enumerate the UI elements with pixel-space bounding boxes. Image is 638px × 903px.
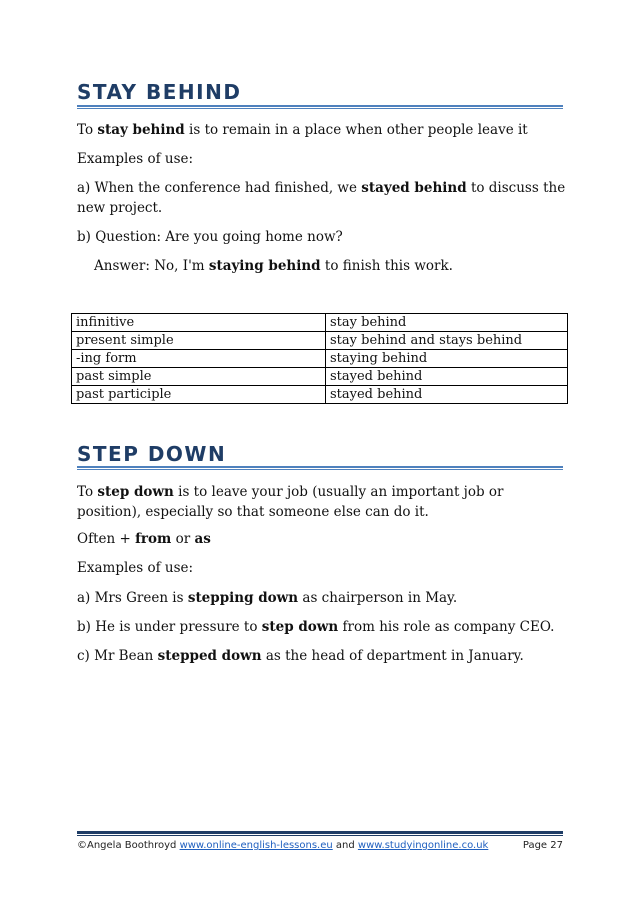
example-a: a) Mrs Green is stepping down as chairperson in May. xyxy=(77,590,458,606)
heading-rule xyxy=(77,105,563,109)
example-b: b) He is under pressure to step down from his role as company CEO. xyxy=(77,619,555,635)
section-heading-step-down: STEP DOWN xyxy=(77,442,227,466)
example-a: a) When the conference had finished, we stayed behind to discuss the new project. xyxy=(77,180,566,216)
table-cell: infinitive xyxy=(72,314,326,332)
often-note: Often + from or as xyxy=(77,531,211,547)
table-row xyxy=(72,350,568,368)
table-row xyxy=(72,332,568,350)
definition-stay-behind: To stay behind is to remain in a place when other people leave it xyxy=(77,122,528,138)
table-row xyxy=(72,314,568,332)
table-cell: past simple xyxy=(72,368,326,386)
example-b-question: b) Question: Are you going home now? xyxy=(77,229,343,245)
verb-forms-table xyxy=(71,313,568,404)
section-heading-stay-behind: STAY BEHIND xyxy=(77,80,242,104)
heading-rule xyxy=(77,466,563,470)
page-number: Page 27 xyxy=(522,840,563,851)
footer-author: ©Angela Boothroyd xyxy=(77,840,180,851)
table-cell: stayed behind xyxy=(326,368,568,386)
examples-label: Examples of use: xyxy=(77,151,194,167)
example-c: c) Mr Bean stepped down as the head of department in January. xyxy=(77,648,524,664)
footer-link-studyingonline[interactable]: www.studyingonline.co.uk xyxy=(357,840,489,851)
table-cell: staying behind xyxy=(326,350,568,368)
example-b-answer: Answer: No, I'm staying behind to finish this work. xyxy=(94,258,453,274)
table-row xyxy=(72,368,568,386)
examples-label: Examples of use: xyxy=(77,560,194,576)
table-row xyxy=(72,386,568,404)
definition-step-down: To step down is to leave your job (usually an important job or position), especially so that someone else can do it. xyxy=(77,484,504,520)
table-cell: -ing form xyxy=(72,350,326,368)
footer-rule xyxy=(77,831,563,836)
table-cell: past participle xyxy=(72,386,326,404)
footer-and: and xyxy=(332,840,358,851)
footer-link-online-english-lessons[interactable]: www.online-english-lessons.eu xyxy=(179,840,333,851)
table-cell: stay behind xyxy=(326,314,568,332)
table-cell: stayed behind xyxy=(326,386,568,404)
page-footer xyxy=(77,840,563,851)
table-cell: present simple xyxy=(72,332,326,350)
table-cell: stay behind and stays behind xyxy=(326,332,568,350)
